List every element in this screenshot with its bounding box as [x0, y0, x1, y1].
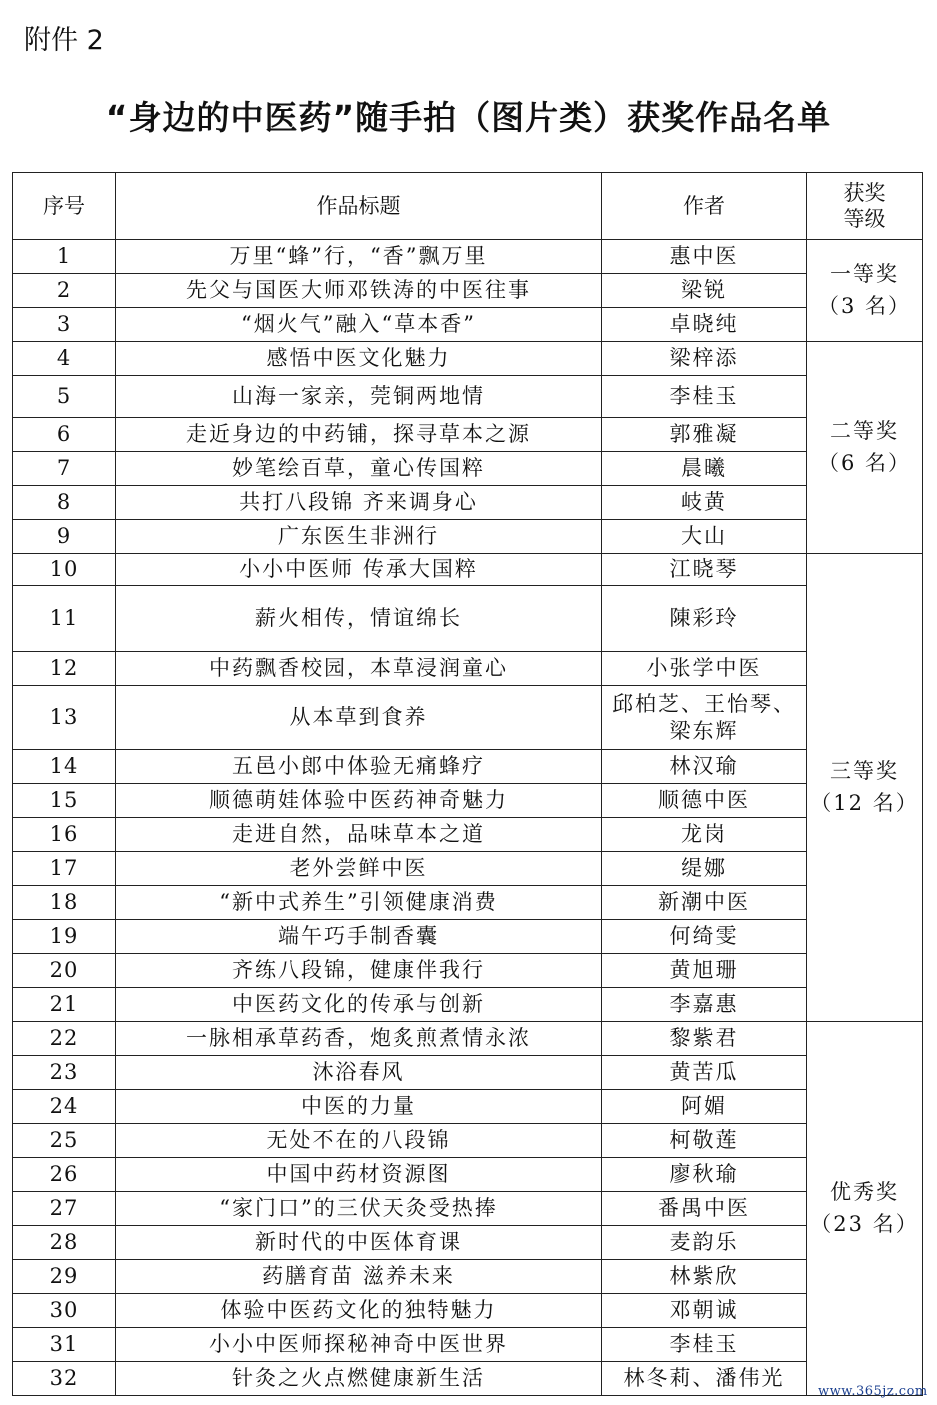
- award-level-excellent: [807, 1022, 923, 1396]
- table-header-row: [13, 173, 923, 240]
- table-row: [13, 342, 923, 376]
- work-author: 廖秋瑜: [602, 1158, 807, 1192]
- table-row: [13, 784, 923, 818]
- work-title: 老外尝鲜中医: [116, 852, 602, 886]
- work-title: 中医药文化的传承与创新: [116, 988, 602, 1022]
- row-number: 17: [13, 852, 116, 886]
- table-row: [13, 920, 923, 954]
- work-author: 番禺中医: [602, 1192, 807, 1226]
- work-title: “烟火气”融入“草本香”: [116, 308, 602, 342]
- work-author: 邱柏芝、王怡琴、梁东辉: [602, 686, 807, 750]
- award-count: （12 名）: [810, 790, 919, 815]
- work-author: 大山: [602, 520, 807, 554]
- table-row: [13, 520, 923, 554]
- row-number: 11: [13, 586, 116, 652]
- table-row: [13, 686, 923, 750]
- row-number: 6: [13, 418, 116, 452]
- work-title: 五邑小郎中体验无痛蜂疗: [116, 750, 602, 784]
- work-title: 从本草到食养: [116, 686, 602, 750]
- table-row: [13, 1192, 923, 1226]
- table-row: [13, 886, 923, 920]
- row-number: 21: [13, 988, 116, 1022]
- row-number: 32: [13, 1362, 116, 1396]
- table-row: [13, 240, 923, 274]
- award-name: 优秀奖: [830, 1180, 899, 1204]
- table-row: [13, 818, 923, 852]
- work-author: 晨曦: [602, 452, 807, 486]
- work-author: 岐黄: [602, 486, 807, 520]
- work-title: 先父与国医大师邓铁涛的中医往事: [116, 274, 602, 308]
- work-author: 何绮雯: [602, 920, 807, 954]
- attachment-label: 附件 2: [24, 25, 104, 56]
- header-no: 序号: [13, 173, 116, 240]
- row-number: 30: [13, 1294, 116, 1328]
- work-author: 陳彩玲: [602, 586, 807, 652]
- table-row: [13, 1362, 923, 1396]
- table-row: [13, 1124, 923, 1158]
- table-row: [13, 554, 923, 586]
- page-title: “身边的中医药”随手拍（图片类）获奖作品名单: [105, 98, 832, 137]
- table-row: [13, 1090, 923, 1124]
- table-row: [13, 1056, 923, 1090]
- work-title: 妙笔绘百草，童心传国粹: [116, 452, 602, 486]
- work-title: 万里“蜂”行，“香”飘万里: [116, 240, 602, 274]
- table-row: [13, 418, 923, 452]
- award-count: （23 名）: [810, 1211, 919, 1236]
- work-author: 新潮中医: [602, 886, 807, 920]
- row-number: 15: [13, 784, 116, 818]
- work-title: 新时代的中医体育课: [116, 1226, 602, 1260]
- table-row: [13, 486, 923, 520]
- work-title: “家门口”的三伏天灸受热捧: [116, 1192, 602, 1226]
- table-row: [13, 988, 923, 1022]
- work-title: 薪火相传，情谊绵长: [116, 586, 602, 652]
- table-row: [13, 452, 923, 486]
- row-number: 2: [13, 274, 116, 308]
- work-author: 梁锐: [602, 274, 807, 308]
- header-award-line1: 获奖: [843, 180, 886, 205]
- award-name: 二等奖: [830, 419, 899, 443]
- watermark: www.365jz.com: [818, 1384, 928, 1399]
- work-author: 李嘉惠: [602, 988, 807, 1022]
- work-author: 小张学中医: [602, 652, 807, 686]
- table-row: [13, 1328, 923, 1362]
- row-number: 23: [13, 1056, 116, 1090]
- work-author: 顺德中医: [602, 784, 807, 818]
- row-number: 3: [13, 308, 116, 342]
- work-author: 黎紫君: [602, 1022, 807, 1056]
- header-award-line2: 等级: [843, 207, 886, 231]
- header-award: [807, 173, 923, 240]
- work-author: 梁梓添: [602, 342, 807, 376]
- work-author: 缇娜: [602, 852, 807, 886]
- row-number: 26: [13, 1158, 116, 1192]
- table-row: [13, 652, 923, 686]
- table-row: [13, 954, 923, 988]
- work-title: 中国中药材资源图: [116, 1158, 602, 1192]
- row-number: 31: [13, 1328, 116, 1362]
- work-title: 一脉相承草药香，炮炙煎煮情永浓: [116, 1022, 602, 1056]
- award-table: [12, 172, 923, 1396]
- work-author: 柯敬莲: [602, 1124, 807, 1158]
- work-title: 小小中医师探秘神奇中医世界: [116, 1328, 602, 1362]
- work-author: 江晓琴: [602, 554, 807, 586]
- header-title: 作品标题: [116, 173, 602, 240]
- work-title: 中药飘香校园，本草浸润童心: [116, 652, 602, 686]
- table-row: [13, 376, 923, 418]
- work-title: 端午巧手制香囊: [116, 920, 602, 954]
- work-title: 中医的力量: [116, 1090, 602, 1124]
- table-row: [13, 1294, 923, 1328]
- row-number: 9: [13, 520, 116, 554]
- award-level-third: [807, 554, 923, 1022]
- row-number: 22: [13, 1022, 116, 1056]
- award-level-first: [807, 240, 923, 342]
- table-row: [13, 1158, 923, 1192]
- row-number: 8: [13, 486, 116, 520]
- work-author: 惠中医: [602, 240, 807, 274]
- table-row: [13, 308, 923, 342]
- work-author: 李桂玉: [602, 376, 807, 418]
- row-number: 16: [13, 818, 116, 852]
- work-author: 卓晓纯: [602, 308, 807, 342]
- work-title: 沐浴春风: [116, 1056, 602, 1090]
- row-number: 25: [13, 1124, 116, 1158]
- row-number: 24: [13, 1090, 116, 1124]
- work-title: 山海一家亲，莞铜两地情: [116, 376, 602, 418]
- row-number: 10: [13, 554, 116, 586]
- award-name: 一等奖: [830, 262, 899, 286]
- table-row: [13, 274, 923, 308]
- table-row: [13, 852, 923, 886]
- row-number: 1: [13, 240, 116, 274]
- work-title: 药膳育苗 滋养未来: [116, 1260, 602, 1294]
- row-number: 5: [13, 376, 116, 418]
- work-title: 走近身边的中药铺，探寻草本之源: [116, 418, 602, 452]
- table-row: [13, 586, 923, 652]
- work-title: 广东医生非洲行: [116, 520, 602, 554]
- row-number: 4: [13, 342, 116, 376]
- table-row: [13, 1260, 923, 1294]
- award-name: 三等奖: [830, 759, 899, 783]
- work-author: 邓朝诚: [602, 1294, 807, 1328]
- row-number: 18: [13, 886, 116, 920]
- work-author: 林汉瑜: [602, 750, 807, 784]
- row-number: 20: [13, 954, 116, 988]
- table-row: [13, 750, 923, 784]
- work-title: 感悟中医文化魅力: [116, 342, 602, 376]
- award-level-second: [807, 342, 923, 554]
- work-author: 龙岗: [602, 818, 807, 852]
- work-author: 黄苦瓜: [602, 1056, 807, 1090]
- work-author: 麦韵乐: [602, 1226, 807, 1260]
- work-author: 阿媚: [602, 1090, 807, 1124]
- award-count: （6 名）: [817, 450, 912, 475]
- row-number: 19: [13, 920, 116, 954]
- work-title: 顺德萌娃体验中医药神奇魅力: [116, 784, 602, 818]
- work-author: 林紫欣: [602, 1260, 807, 1294]
- row-number: 27: [13, 1192, 116, 1226]
- award-count: （3 名）: [817, 293, 912, 318]
- row-number: 28: [13, 1226, 116, 1260]
- work-title: 针灸之火点燃健康新生活: [116, 1362, 602, 1396]
- work-title: 体验中医药文化的独特魅力: [116, 1294, 602, 1328]
- row-number: 12: [13, 652, 116, 686]
- work-title: 小小中医师 传承大国粹: [116, 554, 602, 586]
- row-number: 13: [13, 686, 116, 750]
- work-title: 共打八段锦 齐来调身心: [116, 486, 602, 520]
- work-title: 齐练八段锦，健康伴我行: [116, 954, 602, 988]
- work-title: 无处不在的八段锦: [116, 1124, 602, 1158]
- work-title: “新中式养生”引领健康消费: [116, 886, 602, 920]
- row-number: 7: [13, 452, 116, 486]
- work-author: 林冬莉、潘伟光: [602, 1362, 807, 1396]
- work-author: 郭雅凝: [602, 418, 807, 452]
- header-author: 作者: [602, 173, 807, 240]
- work-author: 李桂玉: [602, 1328, 807, 1362]
- work-title: 走进自然，品味草本之道: [116, 818, 602, 852]
- table-row: [13, 1022, 923, 1056]
- table-row: [13, 1226, 923, 1260]
- row-number: 14: [13, 750, 116, 784]
- row-number: 29: [13, 1260, 116, 1294]
- work-author: 黄旭珊: [602, 954, 807, 988]
